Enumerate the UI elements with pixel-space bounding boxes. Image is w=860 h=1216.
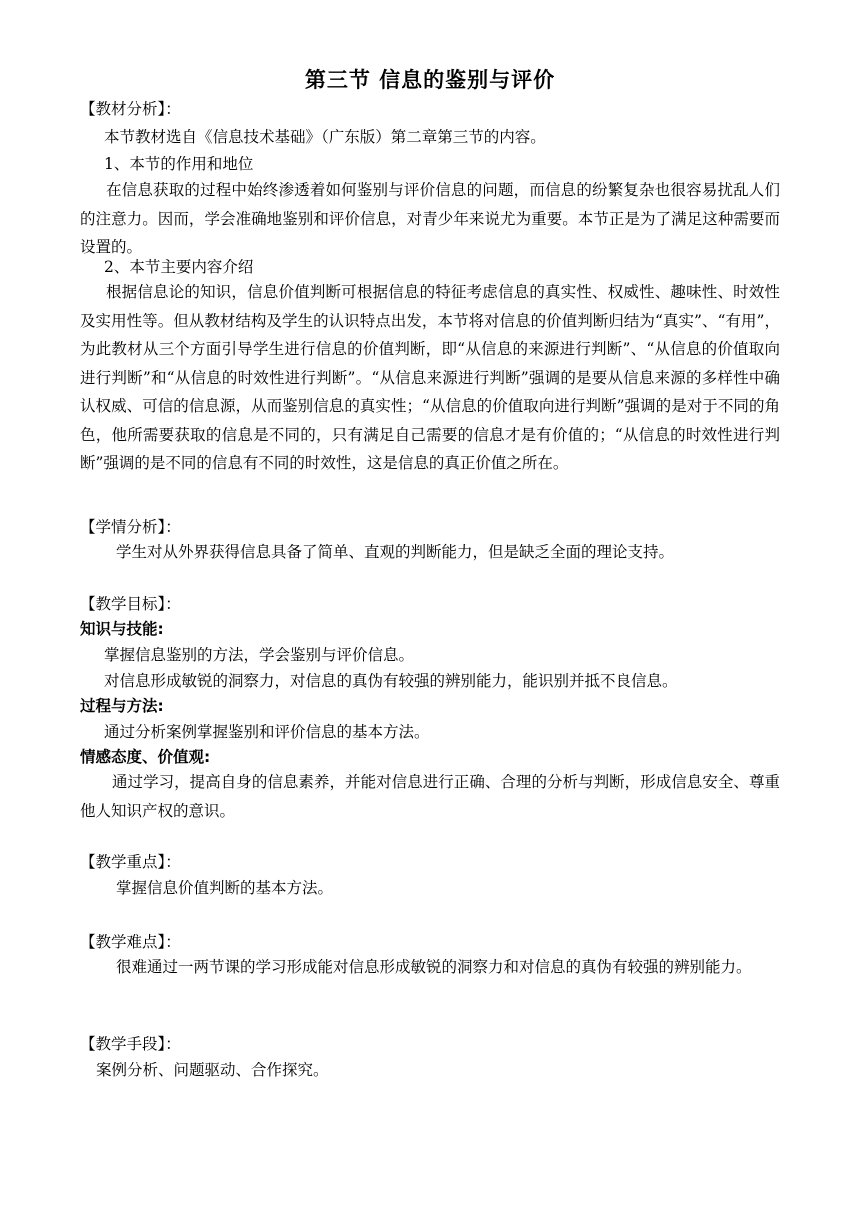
difficulties-text: 很难通过一两节课的学习形成能对信息形成敏锐的洞察力和对信息的真伪有较强的辨别能力。: [116, 958, 752, 976]
goals-emotion-label: 情感态度、价值观:: [80, 748, 211, 766]
material-item2-title: 2、本节主要内容介绍: [104, 258, 254, 276]
section-heading-goals: 【教学目标】：: [80, 595, 181, 613]
material-item1-title: 1、本节的作用和地位: [104, 155, 254, 173]
methods-text: 案例分析、问题驱动、合作探究。: [96, 1061, 329, 1079]
section-heading-methods: 【教学手段】：: [80, 1035, 181, 1053]
material-intro: 本节教材选自《信息技术基础》（广东版）第二章第三节的内容。: [104, 128, 546, 146]
students-text: 学生对从外界获得信息具备了简单、直观的判断能力，但是缺乏全面的理论支持。: [116, 543, 675, 561]
goals-emotion-1: 通过学习，提高自身的信息素养，并能对信息进行正确、合理的分析与判断，形成信息安全、尊重他人知识产权的意识。: [80, 773, 780, 820]
goals-knowledge-1: 掌握信息鉴别的方法，学会鉴别与评价信息。: [104, 646, 415, 664]
goals-knowledge-2: 对信息形成敏锐的洞察力，对信息的真伪有较强的辨别能力，能识别并抵不良信息。: [104, 672, 678, 690]
section-heading-material: 【教材分析】：: [80, 100, 181, 118]
goals-process-1: 通过分析案例掌握鉴别和评价信息的基本方法。: [104, 723, 430, 741]
key-points-text: 掌握信息价值判断的基本方法。: [116, 879, 334, 897]
goals-knowledge-label: 知识与技能:: [80, 620, 164, 638]
material-item2-text: 根据信息论的知识，信息价值判断可根据信息的特征考虑信息的真实性、权威性、趣味性、时效性及实用性等。但从教材结构及学生的认识特点出发，本节将对信息的价值判断归结为“真实”、“有用”，为此教材从三个方面引导学生进行信息的价值判断，即“从信息的来源进行判断”、“从信息的价值取向进行判断”和“从信息的时效性进行判断”。“从信息来源进行判断”强调的是要从信息来源的多样性中确认权威、可信的信息源，从而鉴别信息的真实性；“从信息的价值取向进行判断”强调的是对于不同的角色，他所需要获取的信息是不同的，只有满足自己需要的信息才是有价值的；“从信息的时效性进行判断”强调的是不同的信息有不同的时效性，这是信息的真正价值之所在。: [80, 283, 780, 472]
goals-process-label: 过程与方法:: [80, 697, 164, 715]
section-heading-students: 【学情分析】：: [80, 518, 181, 536]
material-item1-text: 在信息获取的过程中始终渗透着如何鉴别与评价信息的问题，而信息的纷繁复杂也很容易扰乱人们的注意力。因而，学会准确地鉴别和评价信息，对青少年来说尤为重要。本节正是为了满足这种需要而设置的。: [80, 181, 780, 256]
page-title: 第三节 信息的鉴别与评价: [304, 68, 556, 92]
section-heading-difficulties: 【教学难点】：: [80, 933, 181, 951]
section-heading-key-points: 【教学重点】：: [80, 853, 181, 871]
